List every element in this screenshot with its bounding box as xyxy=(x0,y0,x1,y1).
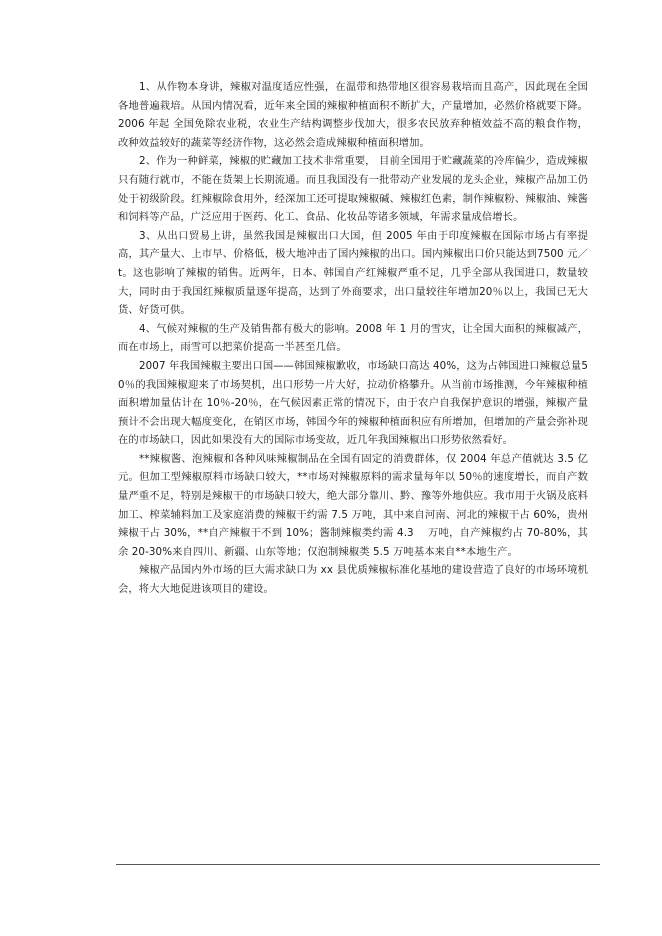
paragraph-3: 3、从出口贸易上讲，虽然我国是辣椒出口大国，但 2005 年由于印度辣椒在国际市场占有率提高，其产量大、上市早、价格低，极大地冲击了国内辣椒的出口。国内辣椒出口价只能达到7500 元／t。这也影响了辣椒的销售。近两年，日本、韩国自产红辣椒严重不足，几乎全部从我国进口，数量较大，同时由于我国红辣椒质量逐年提高，达到了外商要求，出口量较往年增加20％以上，我国已无大货、好货可供。 xyxy=(118,229,588,317)
paragraph-5: 2007 年我国辣椒主要出口国——韩国辣椒歉收，市场缺口高达 40%，这为占韩国进口辣椒总量50％的我国辣椒迎来了市场契机，出口形势一片大好，拉动价格攀升。从当前市场推测，今年辣椒种植面积增加量估计在 10％-20％，在气候因素正常的情况下，由于农户自我保护意识的增强，辣椒产量预计不会出现大幅度变化，在销区市场，韩国今年的辣椒种植面积应有所增加，但增加的产量会弥补现在的市场缺口，因此如果没有大的国际市场变故，近几年我国辣椒出口形势依然看好。 xyxy=(118,359,588,447)
footer-divider xyxy=(116,864,600,865)
paragraph-2: 2、作为一种鲜菜，辣椒的贮藏加工技术非常重要， 目前全国用于贮藏蔬菜的冷库偏少，造成辣椒只有随行就市，不能在货架上长期流通。而且我国没有一批带动产业发展的龙头企业，辣椒产品加工仍处于初级阶段。红辣椒除食用外，经深加工还可提取辣椒碱、辣椒红色素，制作辣椒粉、辣椒油、辣酱和饲料等产品，广泛应用于医药、化工、食品、化妆品等诸多领域，年需求量成倍增长。 xyxy=(118,155,588,224)
document-body xyxy=(118,78,588,599)
paragraph-6: **辣椒酱、泡辣椒和各种风味辣椒制品在全国有固定的消费群体，仅 2004 年总产值就达 3.5 亿元。但加工型辣椒原料市场缺口较大，**市场对辣椒原料的需求量每年以 50％的速度增长，而自产数量严重不足，特别是辣椒干的市场缺口较大，绝大部分靠川、黔、豫等外地供应。我市用于火锅及底料加工、榨菜辅料加工及家庭消费的辣椒干约需 7.5 万吨，其中来自河南、河北的辣椒干占 60%，贵州辣椒干占 30%，**自产辣椒干不到 10%；酱制辣椒类约需 4.3 万吨，自产辣椒约占 70-80%，其余 20-30%来自四川、新疆、山东等地；仅泡制辣椒类 5.5 万吨基本来自**本地生产。 xyxy=(118,452,588,558)
paragraph-4: 4、气候对辣椒的生产及销售都有极大的影响。2008 年 1 月的雪灾，让全国大面积的辣椒减产，而在市场上，雨雪可以把菜价提高一半甚至几倍。 xyxy=(118,322,588,354)
paragraph-1: 1、从作物本身讲，辣椒对温度适应性强，在温带和热带地区很容易栽培而且高产，因此现在全国各地普遍栽培。从国内情况看，近年来全国的辣椒种植面积不断扩大，产量增加，必然价格就要下降。2006 年起 全国免除农业税，农业生产结构调整步伐加大，很多农民放弃种植效益不高的粮食作物，改种效益较好的蔬菜等经济作物，这必然会造成辣椒种植面积增加。 xyxy=(118,81,588,149)
paragraph-7: 辣椒产品国内外市场的巨大需求缺口为 xx 县优质辣椒标准化基地的建设营造了良好的市场环境机会，将大大地促进该项目的建设。 xyxy=(118,564,588,596)
